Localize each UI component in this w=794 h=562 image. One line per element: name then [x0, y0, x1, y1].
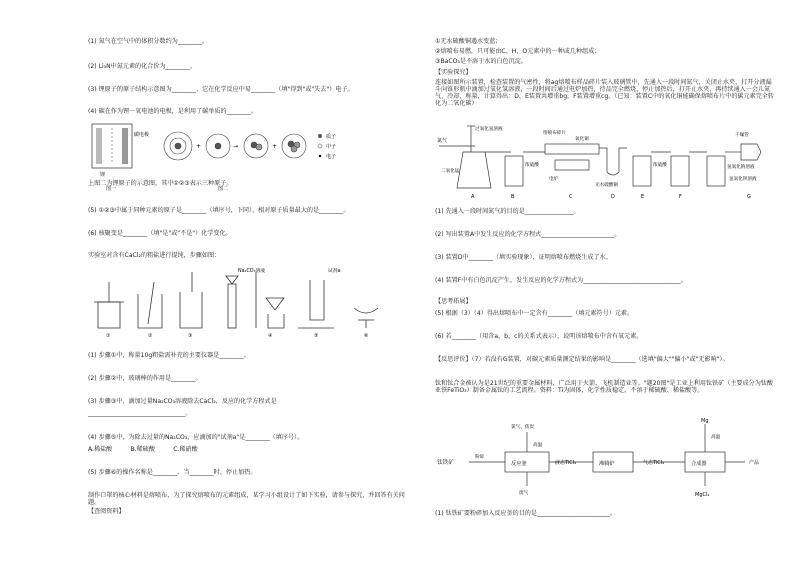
purification-steps-figure [88, 262, 388, 340]
flow-hot2: 高温 [711, 435, 721, 440]
section-tag: 【实验探究】 [435, 69, 472, 76]
question-line: (4) 碳在作为锂一氧电池的电极，是利用了碳单质的________。 [88, 108, 258, 115]
question-line: (5) 根据（3）（4）得出熔喷布中一定含有________（填元素符号）元素。 [435, 310, 634, 317]
flow-reactor: 反应釜 [511, 461, 527, 467]
question-line: 制作口罩的核心材料是熔喷布，为了探究熔喷布的元素组成，某学习小组设计了如下实验，请参与探究，并回答有关问题。 [88, 492, 405, 506]
flow-ticl4-gas: 气态TiCl₄ [643, 460, 665, 466]
question-line: 【反思评价】（7）若没有G装置，对碳元素质量测定结果的影响是________（选填"偏大""偏小"或"无影响"）。 [435, 356, 729, 363]
question-line: (3) 装置D中________（填实验现象），证明熔喷布燃烧生成了水。 [435, 254, 612, 261]
apparatus-E: E [641, 194, 645, 200]
label-mno2: 二氧化锰 [441, 169, 460, 174]
question-line: (5) ①②③中属于同种元素的原子是________（填序号，下同），相对原子质量最大的是________。 [88, 207, 350, 214]
process-flow-figure [435, 414, 775, 504]
question-line: (6) 核聚变是________（填"是"或"不是"）化学变化。 [88, 230, 232, 237]
figure1-caption: 图一 [106, 186, 117, 192]
flow-cl2: 氯气、焦炭 [511, 425, 534, 430]
question-line: ________________________________。 [88, 410, 192, 417]
svg-text:+: + [196, 143, 202, 150]
question-line: 上图二为锂原子的示意图，其中①②③表示三种原子。 [88, 180, 233, 187]
step1-label: ① [106, 333, 111, 339]
flow-boiler: 沸腾炉 [599, 461, 615, 467]
label-nitrogen: 氮气 [437, 138, 448, 144]
flow-tail-gas: 废气 [519, 491, 529, 496]
figure2-caption: 图二 [218, 186, 229, 192]
electrode2-label: 碳电极 [134, 132, 150, 138]
label-acid: 浓硫酸 [653, 163, 667, 168]
legend-proton: 质子 [326, 134, 337, 140]
legend-neutron: 中子 [326, 144, 337, 150]
flow-hot1: 高温 [533, 443, 543, 448]
apparatus-A: A [471, 194, 475, 200]
step3-label: ③ [188, 333, 193, 339]
info-line: ②熔喷布易燃，只可能由C、H、O元素中的一种或几种组成； [435, 48, 601, 55]
info-line: ③BaCO₃是不溶于水的白色沉淀。 [435, 58, 527, 65]
info-paragraph: 连接如图所示装置，检查装置的气密性，将ag熔喷布样品碎片装入玻璃管中，先通入一段时间氮气，关闭止水夹，打开分液漏斗向锥形瓶中滴加过氧化氢溶液，一段时间后通过电炉加热，待品完全燃烧，停止加热后，打开止水夹，再持续通入一会儿氮气，冷却，称量，计算得出：D、E装置共增重bg，F装置增重cg。（已知：装置C中的氧化铜能确保熔喷布片中的碳元素完全转化为二氧化碳） [435, 79, 774, 107]
label-cloth: 熔喷布碎片 [543, 131, 566, 136]
section-tag: 【查阅资料】 [88, 508, 125, 515]
apparatus-G: G [747, 194, 751, 200]
info-line: ①无水硫酸铜遇水变蓝； [435, 38, 502, 45]
legend-electron: 电子 [326, 154, 337, 160]
step4-label: ④ [268, 333, 273, 339]
question-line: (1) 步骤①中，称量10g粗盐需补充的主要仪器是________。 [88, 352, 250, 359]
label-naoh: 氢氧化钠溶液 [727, 165, 755, 170]
carbon-electrode [122, 128, 128, 164]
question-line: (1) 氮气在空气中的体积分数约为________。 [88, 38, 209, 45]
step5-label: ⑤ [314, 333, 319, 339]
svg-text:+: + [272, 143, 278, 150]
question-line: (1) 先通入一段时间氮气的目的是________________。 [435, 208, 580, 215]
question-line: (5) 步骤⑥的操作名称是________，当________时，停止加热。 [88, 469, 257, 476]
label-cuso4: 无水硫酸铜 [595, 183, 618, 188]
label-drying-tube: 干燥管 [735, 133, 749, 138]
electrode-label: 锂 [100, 172, 106, 178]
lithium-electrode [96, 128, 102, 164]
question-line: (4) 步骤⑤中，为除去过量的Na₂CO₃，应滴加的"试剂a"是________（填序号）。 [88, 434, 304, 441]
svg-text:→: → [233, 143, 239, 150]
apparatus-D: D [611, 194, 615, 200]
label-furnace: 电炉 [549, 177, 559, 182]
label-h2o2: 过氧化氢溶液 [475, 127, 503, 132]
apparatus-F: F [679, 194, 682, 200]
apparatus-B: B [511, 194, 515, 200]
label-baoh: 氢氧化钡溶液 [729, 177, 757, 182]
flow-synth: 合成器 [691, 461, 707, 467]
question-line: (3) 步骤③中，滴加过量Na₂CO₃溶液除去CaCl₂，反应的化学方程式是 [88, 398, 277, 405]
question-line: (2) 步骤②中，玻璃棒的作用是________。 [88, 375, 202, 382]
flow-mgcl2: MgCl₂ [695, 492, 710, 498]
flow-ore: 钛铁矿 [437, 460, 454, 466]
question-line: (1) 钛铁矿要粉碎加入反应釜的目的是________________________。 [435, 510, 617, 517]
step2-label: ② [148, 333, 153, 339]
question-line: (2) Li₃N中氮元素的化合价为________。 [88, 63, 196, 70]
reagent2-label: 试剂a [328, 269, 341, 274]
apparatus-C: C [569, 194, 573, 200]
question-line: 实验室对含有CaCl₂的粗盐进行提纯，步骤如图： [88, 252, 221, 259]
question-line: (3) 锂原子的原子结构示意图为________，它在化学反应中易________（填"得到"或"失去"）电子。 [88, 86, 354, 93]
apparatus-figure [435, 122, 775, 202]
label-cuo: 氧化铜 [575, 137, 589, 142]
flow-mg: Mg [701, 418, 709, 424]
flow-ticl4-liquid: 液态TiCl₄ [555, 460, 577, 466]
reagent-label: Na₂CO₃溶液 [238, 269, 266, 274]
info-paragraph: 钛和钛合金被认为是21世纪的重要金属材料，广泛用于火箭、飞机制造业等。"题20图"是工业上利用钛铁矿（主要成分为钛酸亚铁FeTiO₃）制备金属钛的工艺流程。资料：Ti为固体，化学性质稳定，不溶于稀硫酸、稀盐酸等。 [435, 380, 773, 394]
flow-product: 产品 [749, 460, 760, 466]
question-options: A.稀盐酸 B.稀硫酸 C.稀硝酸 [88, 446, 198, 453]
flow-grind: 粉碎 [475, 455, 485, 460]
question-line: (4) 装置F中有白色沉淀产生，发生反应的化学方程式为________________________________。 [435, 277, 687, 284]
step6-label: ⑥ [364, 333, 369, 339]
question-line: (2) 写出装置A中发生反应的化学方程式________________________。 [435, 231, 621, 238]
label-conc-acid: 浓硫酸 [525, 163, 539, 168]
section-tag: 【思考拓展】 [435, 298, 472, 305]
question-line: (6) 若________（用含a、b、c的关系式表示），说明该熔喷布中含有氧元素。 [435, 333, 643, 340]
